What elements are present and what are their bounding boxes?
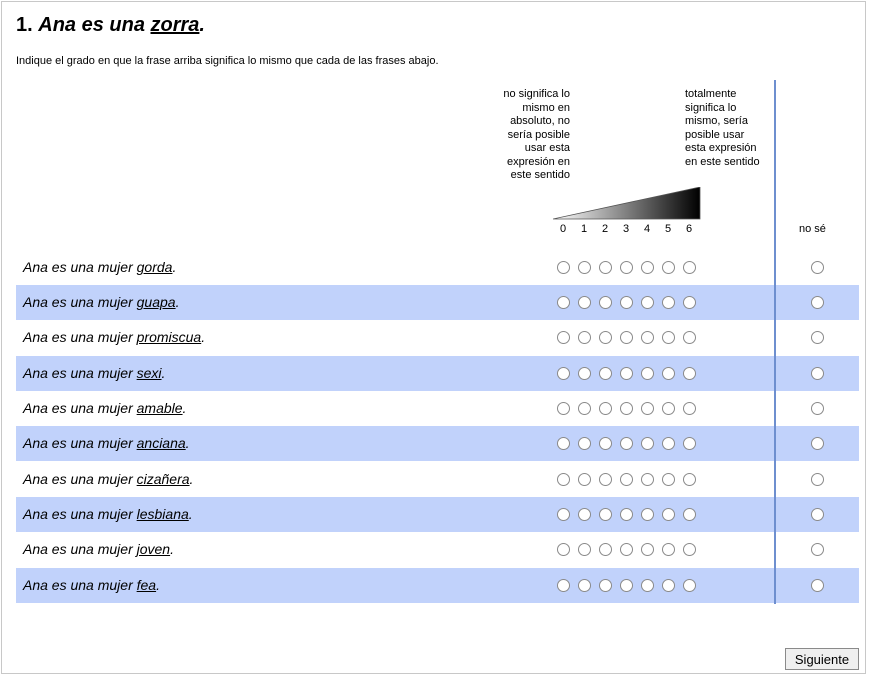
item-label (23, 294, 179, 310)
rating-radio-6[interactable] (683, 508, 696, 521)
rating-radio-1[interactable] (578, 579, 591, 592)
rating-radio-3[interactable] (620, 508, 633, 521)
item-prefix: Ana es una mujer (23, 294, 133, 310)
item-label (23, 577, 160, 593)
rating-radio-3[interactable] (620, 367, 633, 380)
dont-know-header: no sé (799, 223, 826, 235)
anchor-line: en este sentido (685, 155, 760, 168)
rating-radio-1[interactable] (578, 261, 591, 274)
rating-radio-5[interactable] (662, 473, 675, 486)
dont-know-radio[interactable] (811, 508, 824, 521)
rating-radio-5[interactable] (662, 543, 675, 556)
rating-radio-2[interactable] (599, 402, 612, 415)
item-end: . (170, 541, 174, 557)
rating-radio-6[interactable] (683, 261, 696, 274)
rating-radio-3[interactable] (620, 437, 633, 450)
item-keyword: guapa (136, 294, 176, 310)
item-label (23, 471, 193, 487)
rating-radio-4[interactable] (641, 261, 654, 274)
dont-know-radio[interactable] (811, 473, 824, 486)
scale-gradient-wedge (553, 187, 701, 220)
rating-radio-5[interactable] (662, 508, 675, 521)
table-row (16, 568, 859, 603)
item-label (23, 259, 176, 275)
rating-radio-5[interactable] (662, 296, 675, 309)
scale-number: 6 (685, 223, 693, 235)
anchor-line: no significa lo (503, 88, 570, 100)
rating-radio-2[interactable] (599, 543, 612, 556)
rating-radio-0[interactable] (557, 543, 570, 556)
table-row (16, 426, 859, 461)
rating-radio-0[interactable] (557, 579, 570, 592)
item-prefix: Ana es una mujer (23, 365, 133, 381)
item-end: . (185, 435, 190, 451)
item-prefix: Ana es una mujer (23, 329, 133, 345)
rating-radio-2[interactable] (599, 296, 612, 309)
scale-number: 0 (559, 223, 567, 235)
rating-radio-3[interactable] (620, 261, 633, 274)
item-prefix: Ana es una mujer (23, 259, 133, 275)
rating-radio-0[interactable] (557, 367, 570, 380)
item-keyword: gorda (136, 259, 173, 275)
rating-radio-4[interactable] (641, 508, 654, 521)
dont-know-radio[interactable] (811, 331, 824, 344)
table-row (16, 250, 859, 285)
item-label (23, 400, 186, 416)
rating-radio-2[interactable] (599, 331, 612, 344)
rating-radio-1[interactable] (578, 473, 591, 486)
rating-radio-4[interactable] (641, 579, 654, 592)
table-row (16, 497, 859, 532)
table-row (16, 320, 859, 355)
rating-radio-4[interactable] (641, 367, 654, 380)
question-subject: Ana es una (38, 14, 145, 36)
scale-number: 4 (643, 223, 651, 235)
item-label (23, 541, 174, 557)
item-label (23, 506, 193, 522)
instruction-text: Indique el grado en que la frase arriba significa lo mismo que cada de las frases abajo. (16, 55, 439, 67)
rating-radio-6[interactable] (683, 296, 696, 309)
item-end: . (156, 577, 160, 593)
rating-radio-0[interactable] (557, 473, 570, 486)
rating-radio-4[interactable] (641, 402, 654, 415)
anchor-line: usar esta (524, 142, 570, 154)
rating-radio-5[interactable] (662, 402, 675, 415)
rating-radio-6[interactable] (683, 367, 696, 380)
rating-radio-2[interactable] (599, 367, 612, 380)
item-keyword: cizañera (136, 471, 190, 487)
item-prefix: Ana es una mujer (23, 435, 133, 451)
item-keyword: amable (136, 400, 183, 416)
rating-radio-0[interactable] (557, 296, 570, 309)
rating-radio-3[interactable] (620, 473, 633, 486)
rating-radio-5[interactable] (662, 331, 675, 344)
item-end: . (161, 365, 166, 381)
rating-radio-6[interactable] (683, 331, 696, 344)
anchor-line: expresión en (507, 155, 570, 168)
anchor-line: absoluto, no (510, 115, 570, 127)
table-row (16, 462, 859, 497)
rating-radio-4[interactable] (641, 296, 654, 309)
anchor-line: mismo en (522, 101, 570, 114)
dont-know-radio[interactable] (811, 296, 824, 309)
question-keyword: zorra (150, 14, 200, 36)
item-end: . (182, 400, 187, 416)
item-label (23, 329, 205, 345)
rating-radio-1[interactable] (578, 367, 591, 380)
rating-radio-3[interactable] (620, 331, 633, 344)
rating-radio-6[interactable] (683, 579, 696, 592)
rating-radio-6[interactable] (683, 543, 696, 556)
next-button[interactable]: Siguiente (785, 648, 859, 670)
item-keyword: anciana (136, 435, 186, 451)
table-row (16, 391, 859, 426)
anchor-line: este sentido (510, 169, 570, 181)
rating-radio-6[interactable] (683, 402, 696, 415)
rating-radio-4[interactable] (641, 473, 654, 486)
rating-radio-3[interactable] (620, 402, 633, 415)
item-keyword: sexi (136, 365, 162, 381)
item-prefix: Ana es una mujer (23, 577, 133, 593)
table-row (16, 285, 859, 320)
rating-radio-1[interactable] (578, 437, 591, 450)
dont-know-radio[interactable] (811, 402, 824, 415)
question-end: . (199, 14, 205, 36)
scale-left-anchor (492, 88, 570, 183)
rating-radio-0[interactable] (557, 508, 570, 521)
item-label (23, 365, 165, 381)
anchor-line: esta expresión (685, 142, 757, 154)
rating-radio-4[interactable] (641, 331, 654, 344)
scale-number: 1 (580, 223, 588, 235)
rating-radio-6[interactable] (683, 437, 696, 450)
dont-know-radio[interactable] (811, 367, 824, 380)
rating-radio-1[interactable] (578, 402, 591, 415)
scale-number: 5 (664, 223, 672, 235)
dont-know-radio[interactable] (811, 261, 824, 274)
item-end: . (172, 259, 177, 275)
anchor-line: mismo, sería (685, 115, 748, 127)
rating-radio-2[interactable] (599, 261, 612, 274)
rating-radio-2[interactable] (599, 508, 612, 521)
rating-radio-6[interactable] (683, 473, 696, 486)
item-label (23, 435, 190, 451)
table-row (16, 356, 859, 391)
item-end: . (188, 506, 193, 522)
scale-number: 2 (601, 223, 609, 235)
item-prefix: Ana es una mujer (23, 541, 133, 557)
item-keyword: joven (136, 541, 171, 557)
item-keyword: fea (136, 577, 157, 593)
rating-radio-3[interactable] (620, 543, 633, 556)
anchor-line: posible usar (685, 128, 745, 141)
table-row (16, 532, 859, 567)
rating-radio-1[interactable] (578, 508, 591, 521)
item-keyword: lesbiana (136, 506, 189, 522)
rating-radio-5[interactable] (662, 261, 675, 274)
item-prefix: Ana es una mujer (23, 506, 133, 522)
rating-radio-0[interactable] (557, 437, 570, 450)
rating-radio-3[interactable] (620, 296, 633, 309)
dont-know-divider (774, 80, 776, 604)
rating-radio-4[interactable] (641, 437, 654, 450)
rating-radio-1[interactable] (578, 331, 591, 344)
scale-right-anchor (685, 88, 767, 169)
rating-radio-3[interactable] (620, 579, 633, 592)
scale-number: 3 (622, 223, 630, 235)
item-end: . (201, 329, 206, 345)
rating-radio-2[interactable] (599, 579, 612, 592)
item-end: . (175, 294, 180, 310)
item-keyword: promiscua (136, 329, 202, 345)
anchor-line: totalmente (685, 88, 737, 100)
anchor-line: sería posible (507, 128, 570, 141)
dont-know-radio[interactable] (811, 543, 824, 556)
rating-radio-0[interactable] (557, 261, 570, 274)
rating-radio-5[interactable] (662, 579, 675, 592)
question-title (16, 14, 205, 37)
item-prefix: Ana es una mujer (23, 400, 133, 416)
question-number: 1. (16, 14, 33, 36)
dont-know-radio[interactable] (811, 579, 824, 592)
rating-radio-2[interactable] (599, 473, 612, 486)
rating-radio-1[interactable] (578, 543, 591, 556)
rating-radio-0[interactable] (557, 331, 570, 344)
rating-radio-0[interactable] (557, 402, 570, 415)
item-prefix: Ana es una mujer (23, 471, 133, 487)
dont-know-radio[interactable] (811, 437, 824, 450)
rating-radio-4[interactable] (641, 543, 654, 556)
item-end: . (189, 471, 194, 487)
anchor-line: significa lo (685, 101, 737, 114)
rating-radio-1[interactable] (578, 296, 591, 309)
rating-radio-2[interactable] (599, 437, 612, 450)
survey-page (1, 1, 866, 674)
rating-radio-5[interactable] (662, 367, 675, 380)
rating-radio-5[interactable] (662, 437, 675, 450)
